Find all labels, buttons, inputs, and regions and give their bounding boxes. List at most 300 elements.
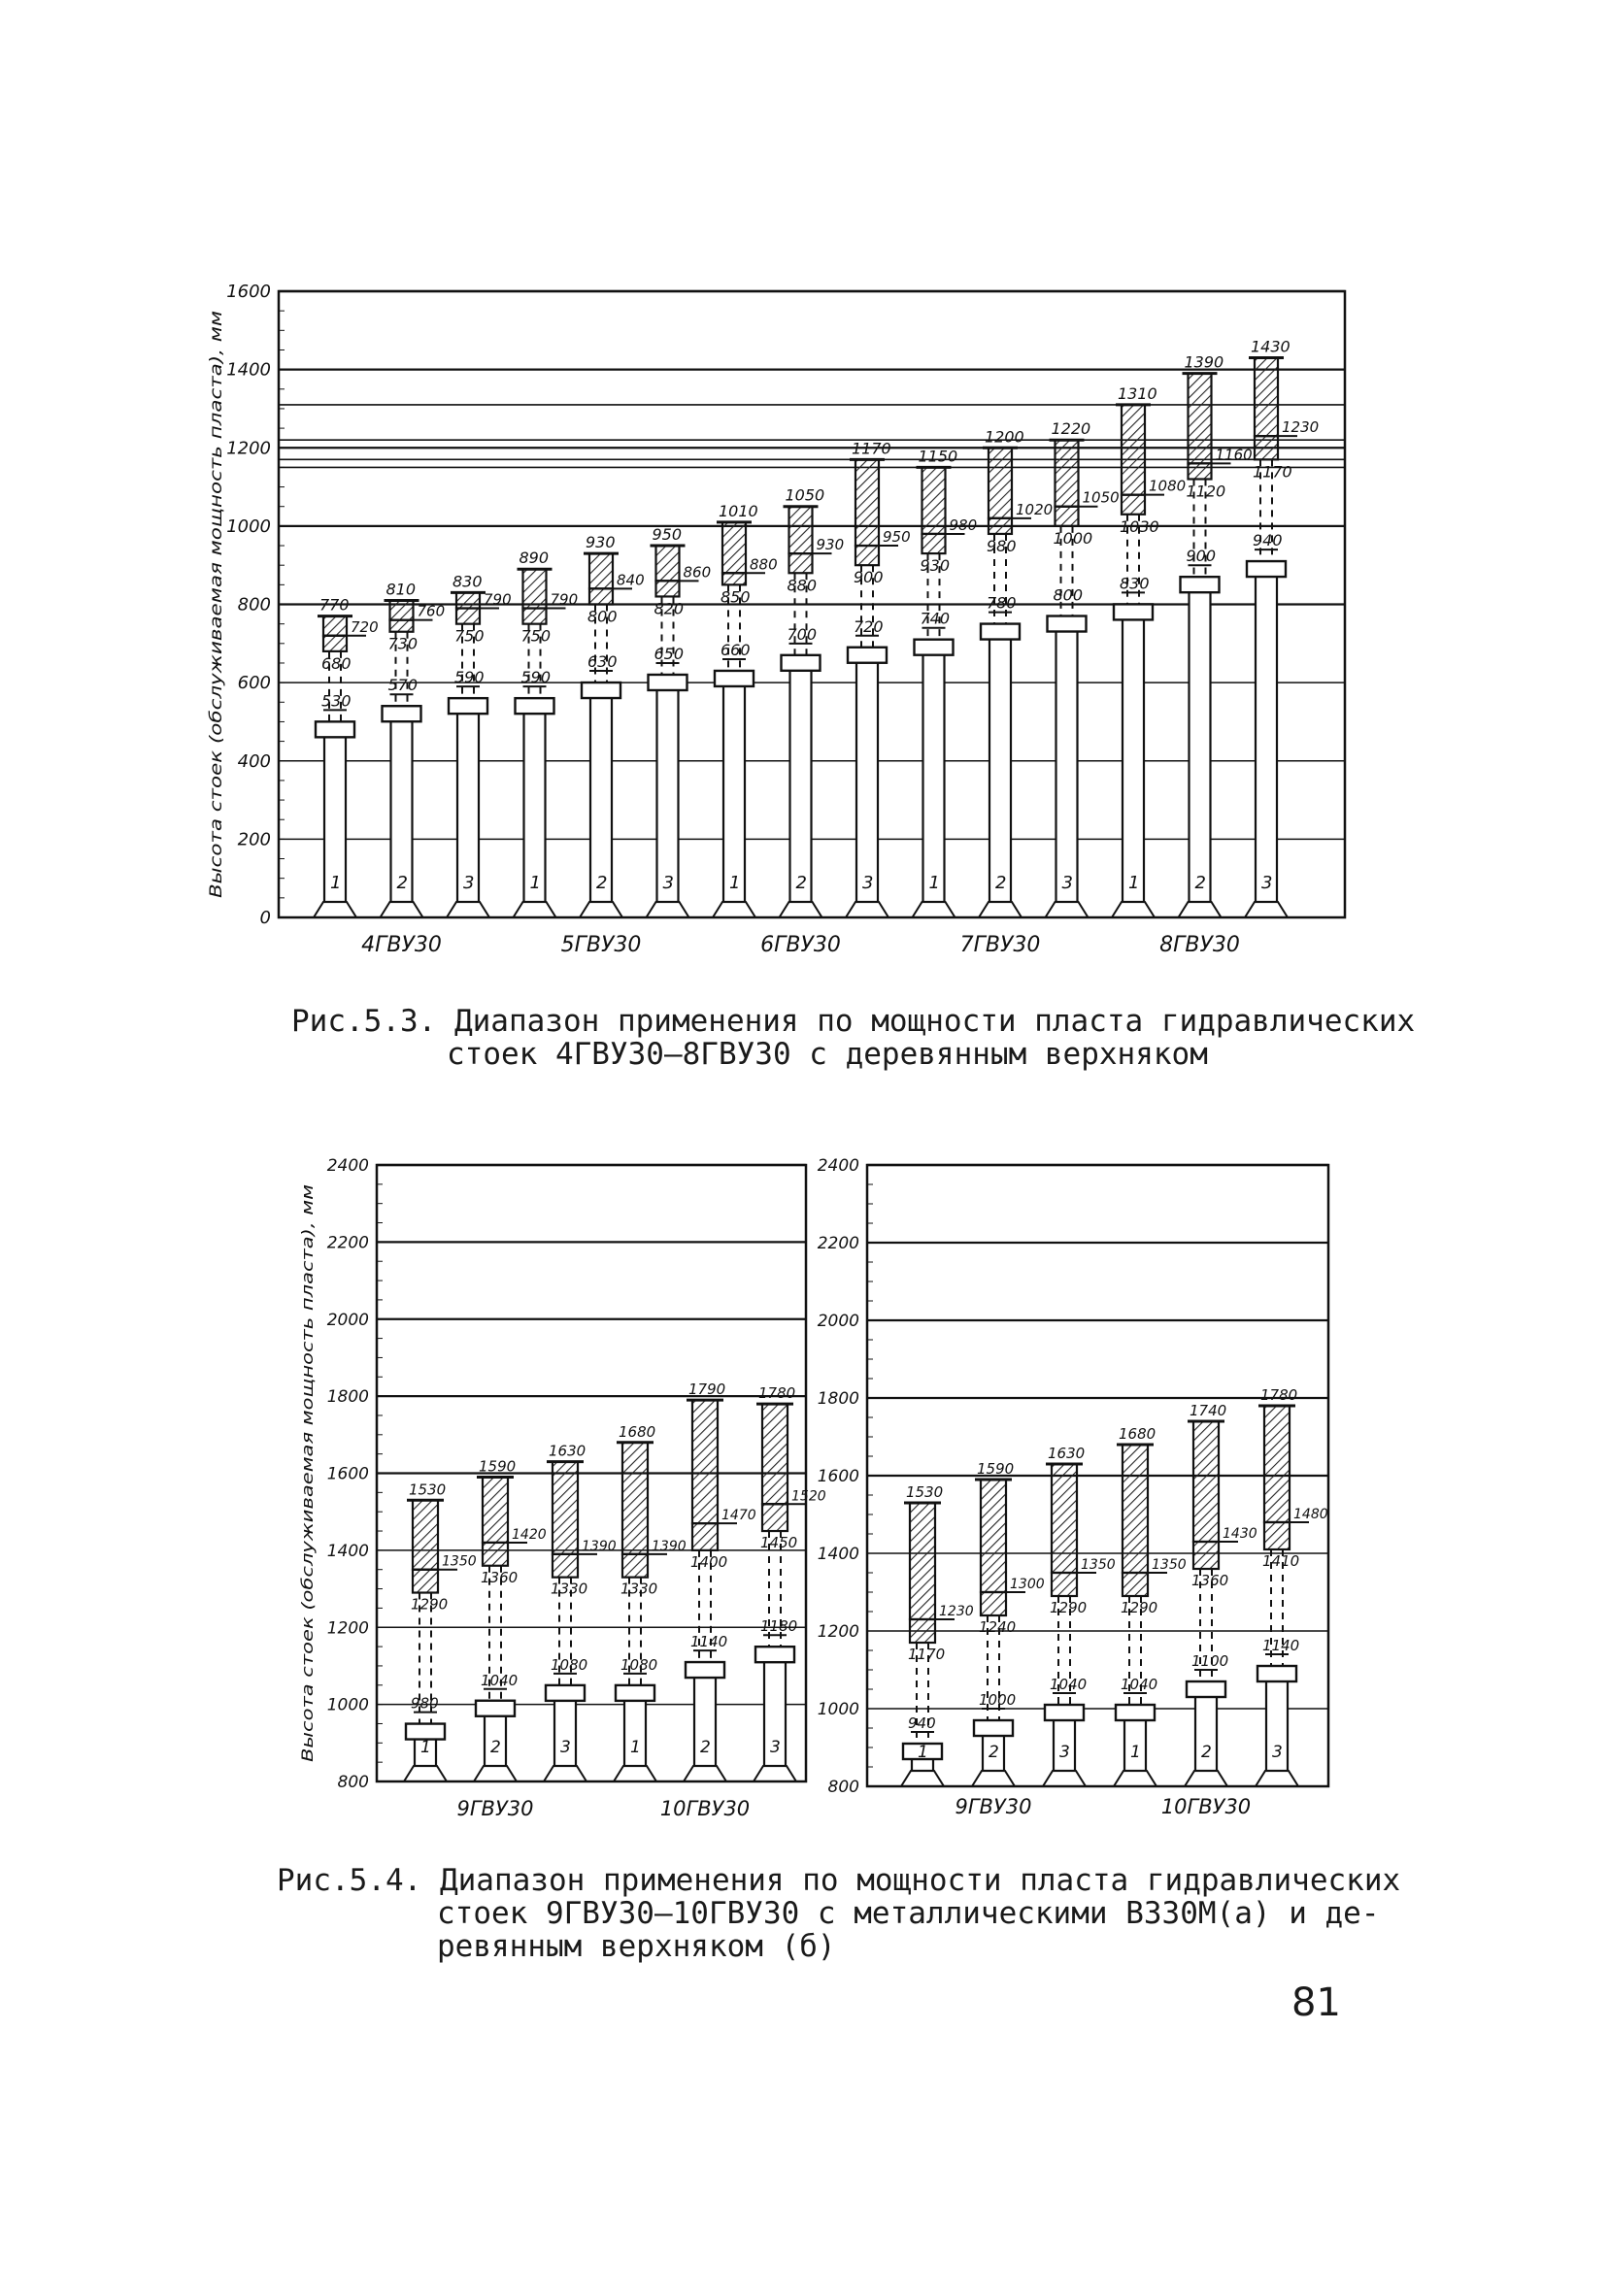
prop-number: 2 [1201, 1743, 1212, 1762]
caption-text-line-1: Диапазон применения по мощности пласта гидравлических [439, 1863, 1401, 1898]
y-tick-label: 1000 [226, 516, 271, 537]
prop-collar [1048, 616, 1087, 632]
range-lower-hatched [789, 553, 813, 573]
value-label-mid: 1350 [442, 1553, 477, 1570]
value-label-top: 1430 [1251, 337, 1291, 356]
prop-number: 1 [918, 1743, 928, 1762]
prop-foot [1179, 902, 1222, 917]
prop-bar [514, 549, 579, 917]
range-upper-hatched [981, 1480, 1006, 1592]
y-tick-label: 0 [259, 908, 271, 928]
value-label-mid: 1080 [1149, 477, 1187, 495]
value-label-mid: 1470 [721, 1508, 756, 1524]
value-label-low: 940 [1253, 531, 1283, 550]
range-upper-hatched [456, 592, 480, 608]
prop-number: 3 [862, 873, 874, 893]
value-label-mid: 930 [816, 536, 845, 554]
value-label-bottom: 1400 [690, 1552, 728, 1571]
value-label-bottom: 1410 [1262, 1552, 1300, 1570]
prop-foot [972, 1771, 1015, 1786]
value-label-top: 950 [652, 525, 683, 545]
range-upper-hatched [1189, 374, 1212, 464]
prop-bar [713, 502, 778, 917]
value-label-low: 980 [411, 1694, 439, 1713]
range-lower-hatched [622, 1554, 648, 1578]
prop-foot [614, 1766, 656, 1781]
page-number: 81 [1291, 1980, 1341, 2025]
caption-number: Рис.5.4. [277, 1863, 422, 1898]
prop-collar [915, 640, 954, 655]
value-label-bottom: 1330 [551, 1580, 588, 1598]
value-label-top: 810 [385, 580, 417, 599]
prop-number: 3 [662, 873, 674, 893]
y-tick-label: 1000 [817, 1700, 859, 1719]
y-tick-label: 1200 [226, 438, 271, 459]
value-label-top: 1310 [1118, 383, 1157, 403]
prop-foot [404, 1766, 447, 1781]
prop-cylinder [1056, 630, 1078, 903]
range-lower-hatched [1189, 463, 1212, 479]
prop-bar [979, 427, 1053, 917]
group-label: 8ГВУ30 [1159, 933, 1240, 957]
prop-number: 1 [630, 1738, 641, 1757]
range-upper-hatched [1193, 1421, 1219, 1542]
range-lower-hatched [1255, 436, 1278, 459]
prop-collar [316, 721, 354, 737]
figure-5-3-caption-line-2: стоек 4ГВУ30–8ГВУ30 с деревянным верхняком [447, 1037, 1208, 1072]
range-lower-hatched [456, 609, 480, 624]
prop-number: 1 [420, 1738, 431, 1757]
prop-number: 1 [1128, 873, 1140, 893]
value-label-mid: 1520 [791, 1488, 826, 1505]
range-upper-hatched [1052, 1464, 1077, 1573]
group-label: 9ГВУ30 [955, 1795, 1032, 1818]
value-label-mid: 1350 [1152, 1557, 1187, 1573]
value-label-bottom: 900 [854, 568, 884, 587]
value-label-bottom: 1030 [1120, 516, 1159, 536]
value-label-bottom: 750 [454, 626, 485, 646]
prop-number: 1 [1130, 1743, 1141, 1762]
value-label-low: 740 [920, 609, 951, 628]
value-label-mid: 1390 [582, 1538, 617, 1554]
prop-bar [1043, 1445, 1116, 1786]
y-tick-label: 200 [237, 829, 271, 850]
value-label-top: 1740 [1190, 1402, 1227, 1419]
prop-bar [1112, 384, 1186, 917]
y-tick-label: 2400 [326, 1156, 369, 1176]
prop-number: 2 [490, 1738, 501, 1757]
range-upper-hatched [1123, 1445, 1148, 1573]
value-label-bottom: 1330 [620, 1580, 658, 1598]
range-lower-hatched [323, 636, 347, 651]
value-label-bottom: 1450 [760, 1534, 798, 1552]
value-label-mid: 1020 [1016, 500, 1054, 518]
prop-cylinder [723, 684, 745, 902]
prop-number: 3 [1061, 873, 1073, 893]
prop-collar [476, 1701, 515, 1716]
value-label-low: 1040 [1050, 1676, 1088, 1693]
value-label-low: 780 [987, 593, 1017, 613]
prop-collar [755, 1647, 794, 1662]
prop-foot [647, 902, 689, 917]
value-label-low: 1100 [1191, 1652, 1229, 1670]
range-lower-hatched [1052, 1573, 1077, 1596]
prop-collar [974, 1720, 1013, 1736]
prop-bar [381, 580, 446, 917]
prop-bar [972, 1460, 1045, 1786]
value-label-mid: 1050 [1082, 488, 1120, 507]
prop-bar [474, 1457, 547, 1781]
value-label-low: 1040 [1121, 1676, 1158, 1693]
prop-collar [516, 698, 554, 714]
prop-foot [979, 902, 1022, 917]
range-upper-hatched [483, 1477, 508, 1542]
prop-number: 2 [596, 873, 608, 893]
prop-foot [514, 902, 556, 917]
group-label: 6ГВУ30 [760, 933, 841, 957]
value-label-top: 1390 [1184, 352, 1224, 372]
y-axis-label: Высота стоек (обслуживаемая мощность пласта), мм [298, 1322, 317, 1762]
value-label-mid: 1420 [512, 1526, 547, 1543]
value-label-mid: 790 [550, 590, 579, 609]
value-label-top: 1590 [479, 1457, 517, 1476]
value-label-bottom: 980 [987, 536, 1017, 555]
value-label-mid: 1390 [652, 1538, 687, 1554]
prop-collar [546, 1685, 585, 1701]
value-label-low: 570 [387, 676, 419, 695]
range-lower-hatched [589, 588, 613, 604]
prop-bar [1245, 338, 1319, 917]
prop-number: 3 [1272, 1743, 1283, 1762]
group-label: 4ГВУ30 [361, 933, 442, 957]
value-label-low: 1000 [979, 1691, 1017, 1709]
prop-number: 1 [330, 873, 342, 893]
value-label-top: 1050 [785, 485, 825, 505]
y-tick-label: 1200 [817, 1622, 859, 1642]
prop-number: 2 [396, 873, 408, 893]
prop-foot [1112, 902, 1155, 917]
prop-number: 3 [770, 1738, 781, 1757]
value-label-bottom: 1240 [979, 1618, 1017, 1636]
value-label-top: 1790 [688, 1381, 726, 1399]
value-label-bottom: 1170 [908, 1646, 946, 1663]
prop-bar [684, 1381, 756, 1781]
prop-collar [715, 671, 754, 686]
prop-bar [580, 533, 645, 917]
range-lower-hatched [553, 1554, 578, 1578]
prop-foot [901, 1771, 944, 1786]
prop-bar [901, 1483, 974, 1786]
prop-collar [1247, 561, 1286, 577]
value-label-mid: 1300 [1010, 1577, 1045, 1592]
caption-text-line-1: Диапазон применения по мощности пласта гидравлических [453, 1004, 1416, 1039]
range-upper-hatched [1255, 358, 1278, 437]
y-tick-label: 1800 [326, 1387, 369, 1408]
value-label-mid: 1230 [939, 1604, 974, 1619]
value-label-low: 630 [587, 652, 618, 672]
range-lower-hatched [523, 609, 547, 624]
prop-bar [544, 1443, 617, 1781]
value-label-mid: 1350 [1081, 1557, 1116, 1573]
value-label-top: 1010 [719, 501, 758, 520]
prop-number: 1 [529, 873, 541, 893]
range-lower-hatched [722, 573, 746, 584]
y-tick-label: 2400 [817, 1156, 859, 1176]
value-label-bottom: 850 [721, 587, 751, 607]
range-upper-hatched [692, 1400, 718, 1523]
figure-5-4-caption-line-2: стоек 9ГВУ30–10ГВУ30 с металлическими ВЗ30М(а) и де- [437, 1896, 1380, 1931]
value-label-top: 1170 [852, 439, 891, 458]
range-lower-hatched [656, 581, 680, 596]
prop-bar [1179, 353, 1253, 917]
prop-collar [981, 624, 1020, 640]
range-lower-hatched [989, 518, 1012, 534]
range-lower-hatched [1123, 1573, 1148, 1596]
value-label-bottom: 820 [654, 599, 685, 618]
prop-cylinder [657, 688, 679, 902]
value-label-low: 720 [854, 616, 884, 636]
prop-foot [1114, 1771, 1156, 1786]
y-tick-label: 2000 [817, 1312, 859, 1331]
prop-number: 1 [729, 873, 741, 893]
range-lower-hatched [981, 1592, 1006, 1615]
prop-number: 3 [1059, 1743, 1070, 1762]
value-label-bottom: 930 [920, 556, 951, 576]
range-lower-hatched [922, 534, 946, 553]
figure-5-4-caption-line-3: ревянным верхняком (б) [437, 1929, 836, 1964]
value-label-top: 1680 [1119, 1425, 1156, 1443]
chart-fig-5-4b [818, 1156, 1328, 1818]
prop-foot [684, 1766, 726, 1781]
value-label-top: 1590 [977, 1460, 1015, 1478]
value-label-top: 1630 [1048, 1445, 1086, 1462]
value-label-bottom: 750 [520, 626, 552, 646]
value-label-low: 1180 [760, 1617, 798, 1636]
prop-collar [649, 675, 687, 690]
range-lower-hatched [390, 620, 414, 632]
value-label-bottom: 1360 [481, 1568, 519, 1586]
prop-number: 2 [995, 873, 1007, 893]
chart-fig-5-3 [207, 282, 1345, 957]
value-label-top: 830 [453, 572, 483, 591]
value-label-bottom: 680 [321, 653, 352, 673]
value-label-bottom: 1120 [1186, 482, 1226, 501]
range-upper-hatched [323, 616, 347, 636]
range-upper-hatched [589, 553, 613, 588]
prop-bar [846, 439, 911, 917]
prop-foot [381, 902, 423, 917]
range-lower-hatched [910, 1619, 935, 1643]
value-label-mid: 1230 [1282, 418, 1320, 437]
value-label-low: 1080 [620, 1655, 658, 1674]
value-label-mid: 1430 [1223, 1526, 1257, 1542]
prop-foot [447, 902, 489, 917]
y-tick-label: 400 [237, 750, 271, 772]
range-lower-hatched [855, 546, 879, 565]
value-label-top: 1780 [758, 1384, 796, 1403]
range-upper-hatched [1264, 1406, 1290, 1522]
prop-number: 2 [700, 1738, 711, 1757]
prop-foot [1043, 1771, 1086, 1786]
range-upper-hatched [910, 1503, 935, 1619]
y-tick-label: 1600 [817, 1467, 859, 1486]
y-tick-label: 1400 [326, 1541, 369, 1561]
range-upper-hatched [989, 448, 1012, 518]
group-label: 7ГВУ30 [959, 933, 1041, 957]
prop-foot [544, 1766, 587, 1781]
range-upper-hatched [622, 1443, 648, 1554]
caption-number: Рис.5.3. [291, 1004, 437, 1039]
range-upper-hatched [390, 600, 414, 619]
range-upper-hatched [1122, 405, 1145, 495]
value-label-top: 1150 [918, 447, 958, 466]
range-upper-hatched [762, 1404, 788, 1504]
range-upper-hatched [722, 522, 746, 573]
prop-number: 2 [989, 1743, 999, 1762]
value-label-low: 590 [454, 668, 485, 687]
y-tick-label: 1200 [326, 1618, 369, 1639]
prop-number: 2 [1194, 873, 1206, 893]
prop-collar [616, 1685, 654, 1701]
prop-bar [1256, 1386, 1328, 1786]
y-tick-label: 2200 [326, 1233, 369, 1253]
prop-cylinder [923, 653, 945, 902]
value-label-bottom: 730 [387, 634, 419, 653]
group-label: 5ГВУ30 [560, 933, 642, 957]
value-label-low: 1040 [481, 1671, 519, 1689]
prop-foot [713, 902, 755, 917]
prop-cylinder [1190, 590, 1211, 902]
prop-bar [1114, 1425, 1187, 1786]
figure-5-3-caption [291, 1005, 1415, 1038]
value-label-low: 700 [787, 624, 818, 644]
value-label-low: 650 [654, 644, 685, 663]
prop-bar [780, 486, 845, 917]
figure-5-4-caption [277, 1864, 1400, 1897]
value-label-top: 1530 [409, 1481, 447, 1499]
prop-bar [614, 1423, 687, 1781]
value-label-top: 1680 [619, 1422, 656, 1441]
y-tick-label: 1800 [817, 1389, 859, 1409]
prop-bar [314, 596, 379, 917]
value-label-low: 1080 [551, 1655, 588, 1674]
prop-foot [780, 902, 822, 917]
prop-collar [686, 1662, 724, 1678]
prop-collar [1181, 577, 1220, 592]
prop-foot [474, 1766, 517, 1781]
range-lower-hatched [1264, 1522, 1290, 1549]
prop-foot [754, 1766, 796, 1781]
prop-foot [1256, 1771, 1298, 1786]
range-upper-hatched [855, 459, 879, 546]
y-tick-label: 600 [237, 673, 271, 694]
prop-number: 3 [560, 1738, 571, 1757]
prop-number: 1 [928, 873, 940, 893]
value-label-low: 940 [908, 1714, 936, 1732]
range-lower-hatched [1056, 507, 1079, 526]
y-axis-label: Высота стоек (обслуживаемая мощность пласта), мм [207, 431, 226, 898]
prop-collar [1114, 604, 1153, 619]
prop-collar [383, 706, 421, 721]
value-label-mid: 950 [883, 528, 911, 547]
prop-cylinder [1123, 617, 1144, 902]
y-tick-label: 800 [337, 1773, 369, 1792]
prop-bar [647, 525, 712, 917]
value-label-low: 590 [520, 668, 552, 687]
value-label-top: 1530 [906, 1483, 944, 1501]
y-tick-label: 1600 [226, 282, 271, 302]
range-lower-hatched [692, 1523, 718, 1550]
value-label-low: 530 [321, 691, 352, 711]
y-tick-label: 1400 [817, 1545, 859, 1564]
y-tick-label: 2000 [326, 1310, 369, 1330]
value-label-bottom: 880 [787, 576, 818, 595]
value-label-mid: 860 [683, 563, 712, 582]
prop-foot [314, 902, 356, 917]
range-lower-hatched [413, 1570, 438, 1593]
value-label-mid: 720 [351, 617, 379, 636]
value-label-bottom: 1290 [411, 1595, 449, 1614]
prop-collar [848, 648, 887, 663]
prop-collar [1257, 1666, 1296, 1681]
prop-number: 3 [463, 873, 475, 893]
value-label-top: 1630 [549, 1442, 587, 1460]
value-label-bottom: 1360 [1191, 1572, 1229, 1589]
prop-bar [1185, 1402, 1257, 1786]
value-label-bottom: 1290 [1121, 1599, 1158, 1616]
prop-collar [782, 655, 821, 671]
value-label-mid: 840 [617, 571, 645, 589]
prop-cylinder [856, 661, 878, 902]
value-label-bottom: 1290 [1050, 1599, 1088, 1616]
range-upper-hatched [553, 1462, 578, 1554]
prop-cylinder [1256, 575, 1277, 902]
value-label-low: 900 [1186, 547, 1217, 566]
prop-bar [447, 572, 512, 917]
prop-bar [404, 1481, 477, 1781]
prop-foot [913, 902, 955, 917]
value-label-bottom: 800 [587, 607, 618, 626]
value-label-top: 890 [519, 549, 550, 568]
value-label-top: 1780 [1260, 1386, 1298, 1404]
prop-foot [580, 902, 622, 917]
value-label-mid: 790 [484, 590, 512, 609]
y-tick-label: 800 [237, 594, 271, 616]
range-upper-hatched [789, 507, 813, 553]
prop-collar [1187, 1681, 1225, 1697]
prop-cylinder [590, 696, 612, 902]
value-label-top: 770 [319, 595, 350, 615]
value-label-mid: 1480 [1293, 1507, 1328, 1522]
y-tick-label: 1600 [326, 1464, 369, 1484]
value-label-low: 800 [1053, 585, 1084, 605]
prop-collar [1045, 1705, 1084, 1720]
y-tick-label: 800 [827, 1778, 859, 1797]
range-upper-hatched [656, 546, 680, 581]
range-upper-hatched [1056, 440, 1079, 507]
y-tick-label: 1000 [326, 1695, 369, 1715]
prop-foot [1185, 1771, 1227, 1786]
value-label-low: 1140 [1262, 1637, 1300, 1654]
prop-bar [754, 1384, 826, 1781]
group-label: 10ГВУ30 [1160, 1795, 1252, 1818]
value-label-low: 660 [721, 640, 751, 659]
prop-number: 2 [795, 873, 807, 893]
value-label-mid: 880 [750, 555, 778, 574]
range-lower-hatched [1193, 1542, 1219, 1569]
prop-foot [1046, 902, 1089, 917]
value-label-low: 830 [1120, 574, 1150, 593]
